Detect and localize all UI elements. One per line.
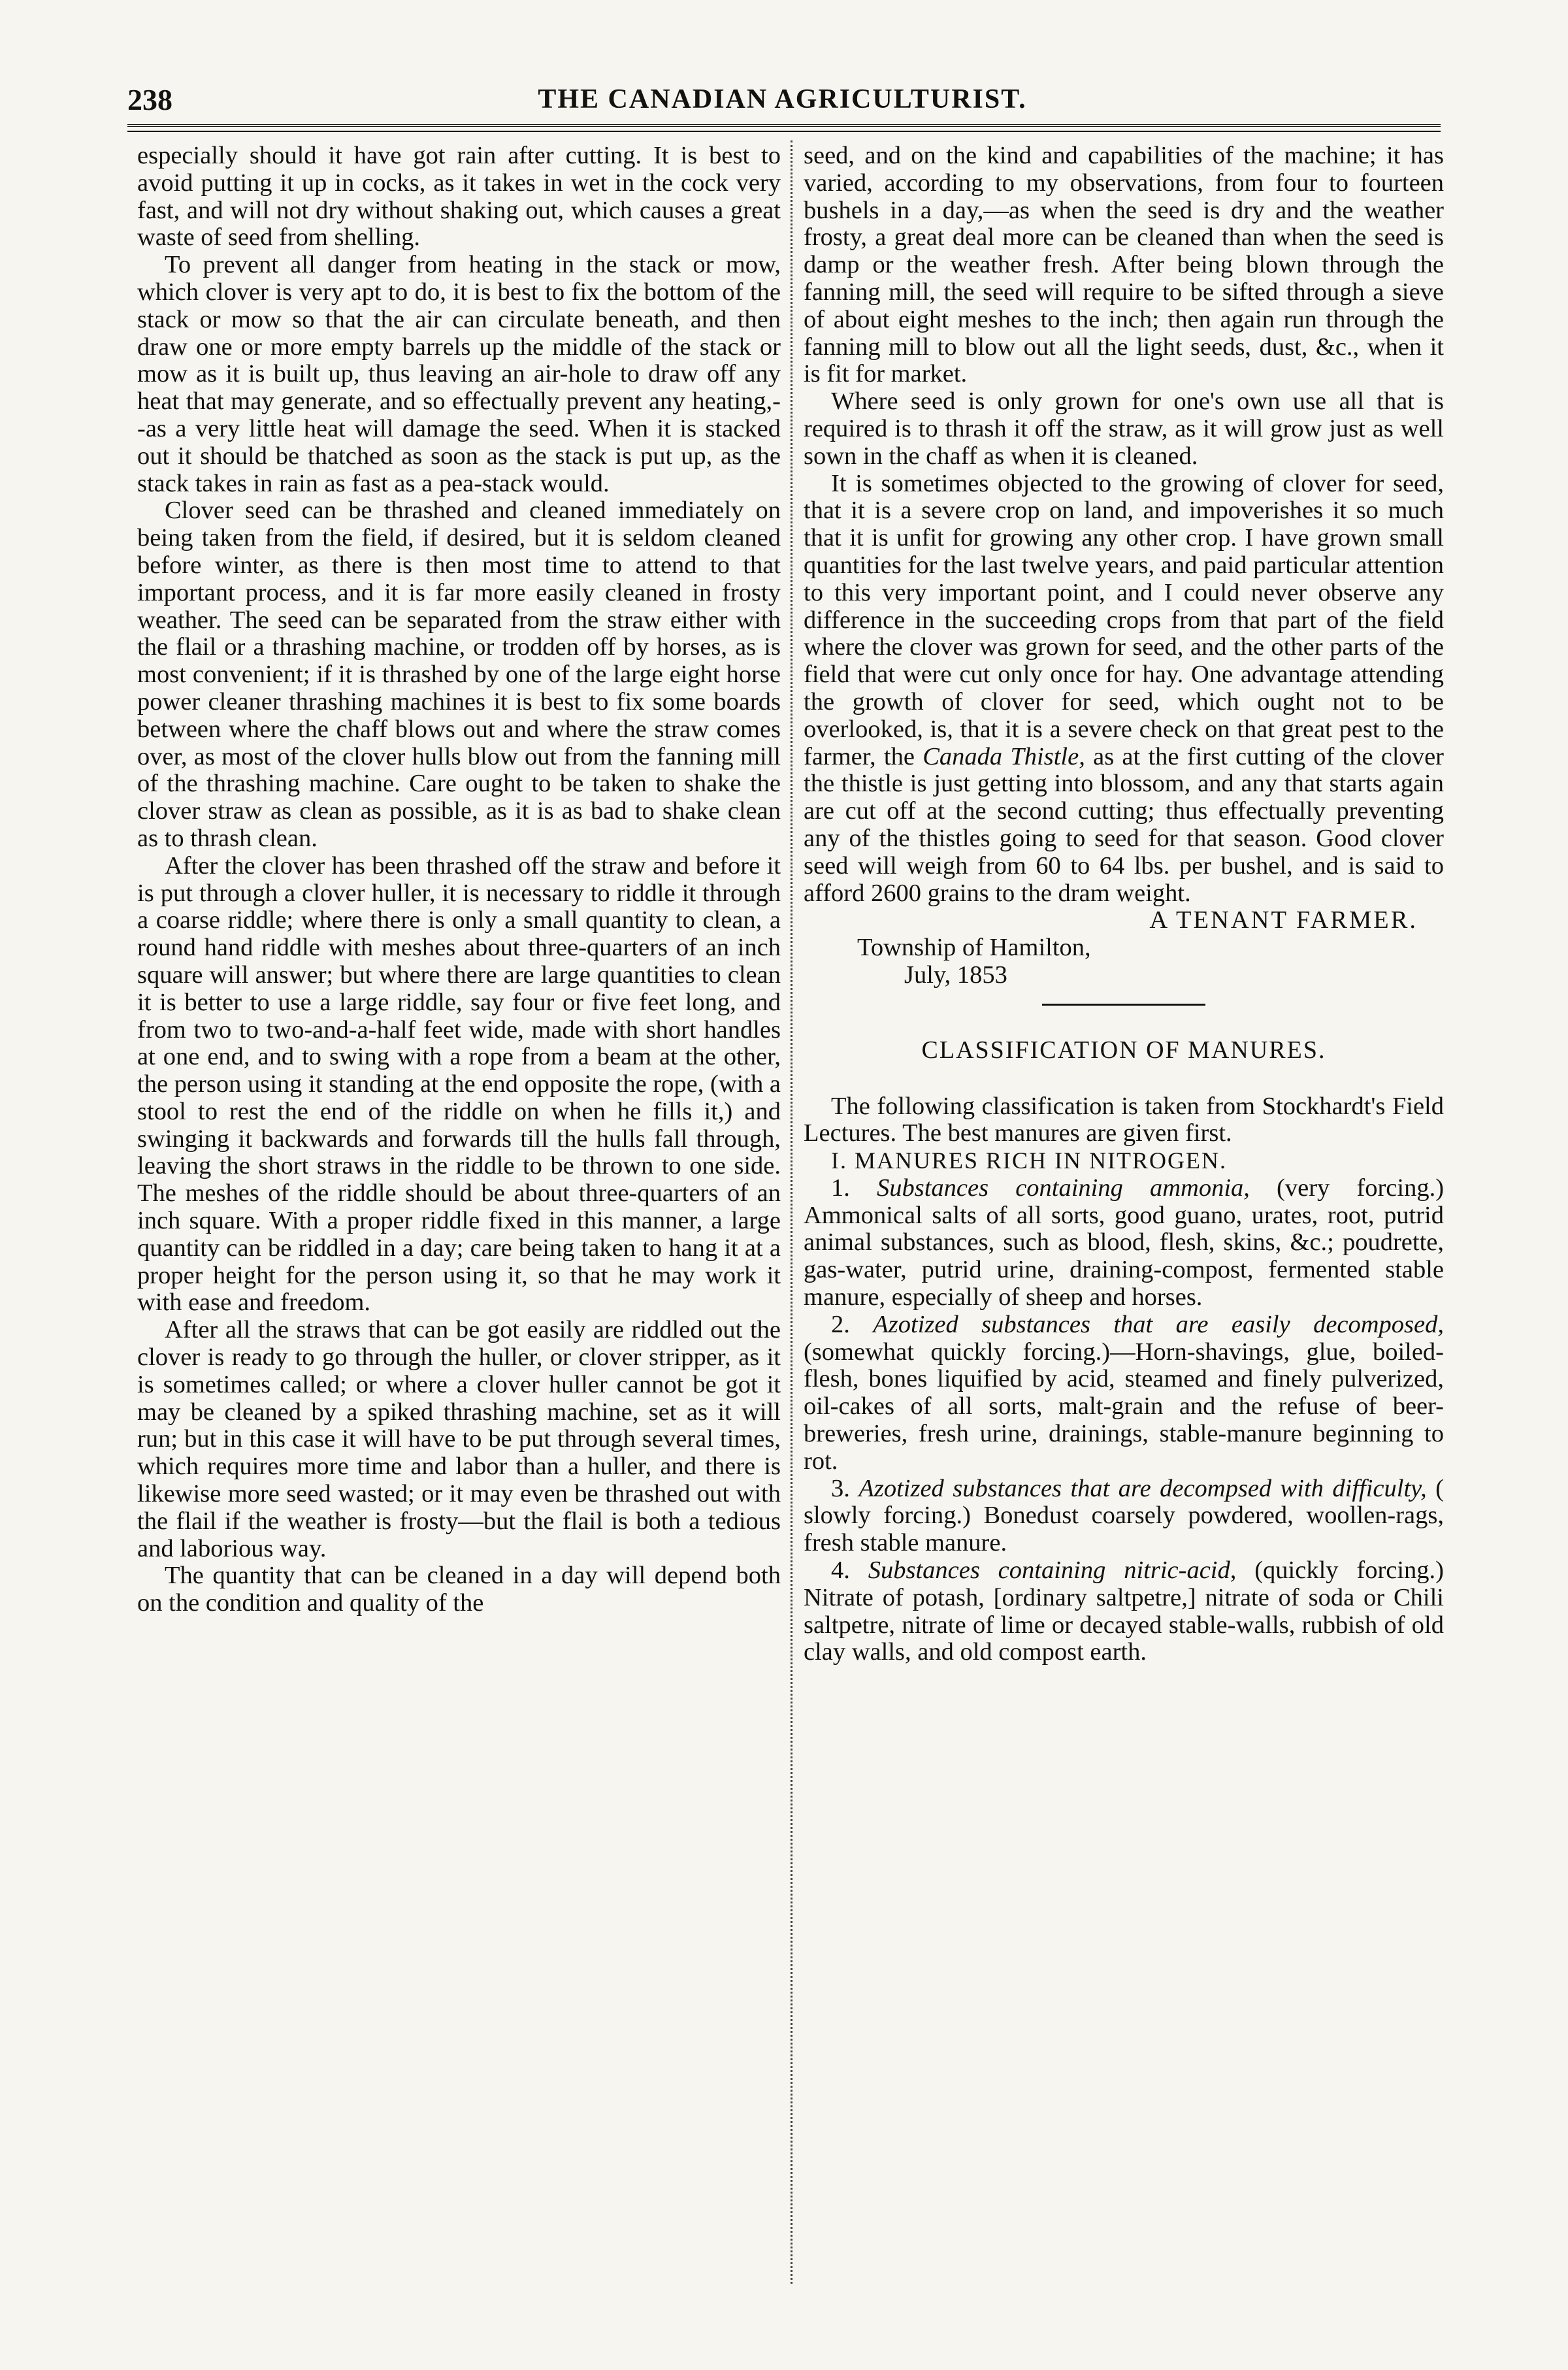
italic-term: Canada Thistle, (923, 742, 1085, 770)
subheading: I. MANURES RICH IN NITROGEN. (831, 1147, 1227, 1174)
left-column (137, 142, 781, 1617)
page-number: 238 (127, 82, 172, 116)
author-signature: A TENANT FARMER. (1149, 906, 1418, 934)
column-divider (791, 140, 792, 2284)
item-number: 2. (831, 1310, 850, 1338)
paragraph: After all the straws that can be got easily are riddled out the clover is ready to go through the huller, or clover stripper, as it is sometimes called; or where a clover huller cannot be got it may be cleaned by a spiked thrashing machine, set as it will run; but in this case it will have to be put through several times, which requires more time and labor than a huller, and there is likewise more seed wasted; or it may even be thrashed out with the flail if the weather is frosty—but the flail is both a tedious and laborious way. (137, 1316, 781, 1562)
list-item (804, 1557, 1444, 1666)
header-rule (127, 124, 1441, 132)
item-text: ( slowly forcing.) Bonedust coarsely powdered, woollen-rags, fresh stable manure. (804, 1474, 1444, 1557)
right-column (804, 142, 1444, 1666)
item-title: Azotized substances that are easily decomposed, (873, 1310, 1444, 1338)
paragraph: Where seed is only grown for one's own use all that is required is to thrash it off the straw, as it will grow just as well sown in the chaff as when it is cleaned. (804, 387, 1444, 470)
intro-paragraph: The following classification is taken from Stockhardt's Field Lectures. The best manures are given first. (804, 1092, 1444, 1147)
item-text: (very forcing.) Ammonical salts of all sorts, good guano, urates, root, putrid animal substances, such as blood, flesh, skins, &c.; poudrette, gas-water, putrid urine, draining-compost, fermented stable manure, especially of sheep and horses. (804, 1174, 1445, 1311)
item-title: Substances containing nitric-acid, (868, 1556, 1237, 1585)
dateline-place: Township of Hamilton, (857, 934, 1091, 962)
paragraph-text: It is sometimes objected to the growing of clover for seed, that it is a severe crop on land, and impoverishes it so much that it is unfit for growing any other crop. I have grown small quantities for the last twelve years, and paid particular attention to this very important point, and I could never observe any difference in the succeeding crops from that part of the field where the clover was grown for seed, and the other parts of the field that were cut only once for hay. One advantage attending the growth of clover for seed, which ought not to be overlooked, is, that it is a severe check on that great pest to the farmer, the (804, 469, 1444, 770)
page-header (127, 80, 1437, 119)
item-text: (somewhat quickly forcing.)—Horn-shavings, glue, boiled-flesh, bones liquified by acid, steamed and finely pulverized, oil-cakes of all sorts, malt-grain and the refuse of beer-breweries, fresh urine, drainings, stable-manure beginning to rot. (804, 1338, 1444, 1475)
section-rule (1042, 1004, 1205, 1006)
paragraph: seed, and on the kind and capabilities of the machine; it has varied, according to my observations, from four to fourteen bushels in a day,—as when the seed is dry and the weather frosty, a great deal more can be cleaned than when the seed is damp or the weather fresh. After being blown through the fanning mill, the seed will require to be sifted through a sieve of about eight meshes to the inch; then again run through the fanning mill to blow out all the light seeds, dust, &c., when it is fit for market. (804, 142, 1444, 388)
item-number: 3. (831, 1474, 850, 1502)
item-title: Azotized substances that are decompsed with difficulty, (858, 1474, 1427, 1502)
paragraph (804, 470, 1444, 908)
list-item (804, 1175, 1444, 1311)
section-heading: CLASSIFICATION OF MANURES. (921, 1036, 1326, 1064)
paragraph: After the clover has been thrashed off the straw and before it is put through a clover huller, it is necessary to riddle it through a coarse riddle; where there is only a small quantity to clean, a round hand riddle with meshes about three-quarters of an inch square will answer; but where there are large quantities to clean it is better to use a large riddle, say four or five feet long, and from two to two-and-a-half feet wide, made with short handles at one end, and to swing with a rope from a beam at the other, the person using it standing at the end opposite the rope, (with a stool to rest the end of the riddle on when he fills it,) and swinging it backwards and forwards till the hulls fall through, leaving the short straws in the riddle to be thrown to one side. The meshes of the riddle should be about three-quarters of an inch square. With a proper riddle fixed in this manner, a large quantity can be riddled in a day; care being taken to hang it at a proper height for the person using it, so that he may work it with ease and freedom. (137, 851, 781, 1317)
dateline-date: July, 1853 (904, 961, 1007, 989)
item-title: Substances containing ammonia, (877, 1174, 1250, 1202)
paragraph: To prevent all danger from heating in the stack or mow, which clover is very apt to do, it is best to fix the bottom of the stack or mow so that the air can circulate beneath, and then draw one or more empty barrels up the middle of the stack or mow as it is built up, thus leaving an air-hole to draw off any heat that may generate, and so effectually prevent any heating,--as a very little heat will damage the seed. When it is stacked out it should be thatched as soon as the stack is put up, as the stack takes in rain as fast as a pea-stack would. (137, 251, 781, 497)
running-title: THE CANADIAN AGRICULTURIST. (538, 84, 1027, 114)
paragraph: The quantity that can be cleaned in a day will depend both on the condition and quality of the (137, 1562, 781, 1617)
item-text: (quickly forcing.) Nitrate of potash, [ordinary saltpetre,] nitrate of soda or Chili saltpetre, nitrate of lime or decayed stable-walls, rubbish of old clay walls, and old compost earth. (804, 1556, 1444, 1666)
paragraph: especially should it have got rain after cutting. It is best to avoid putting it up in cocks, as it takes in wet in the cock very fast, and will not dry without shaking out, which causes a great waste of seed from shelling. (137, 142, 781, 252)
item-number: 4. (831, 1556, 850, 1585)
paragraph-text: as at the first cutting of the clover the thistle is just getting into blossom, and any that starts again are cut off at the second cutting; thus effectually preventing any of the thistles going to seed for that season. Good clover seed will weigh from 60 to 64 lbs. per bushel, and is said to afford 2600 grains to the dram weight. (804, 742, 1444, 907)
item-number: 1. (831, 1174, 850, 1202)
list-item (804, 1311, 1444, 1475)
paragraph: Clover seed can be thrashed and cleaned immediately on being taken from the field, if desired, but it is seldom cleaned before winter, as there is then most time to attend to that important process, and it is far more easily cleaned in frosty weather. The seed can be separated from the straw either with the flail or a thrashing machine, or trodden off by horses, as is most convenient; if it is thrashed by one of the large eight horse power cleaner thrashing machines it is best to fix some boards between where the chaff blows out and where the straw comes over, as most of the clover hulls blow out from the fanning mill of the thrashing machine. Care ought to be taken to shake the clover straw as clean as possible, as it is as bad to shake clean as to thrash clean. (137, 497, 781, 852)
list-item (804, 1475, 1444, 1557)
